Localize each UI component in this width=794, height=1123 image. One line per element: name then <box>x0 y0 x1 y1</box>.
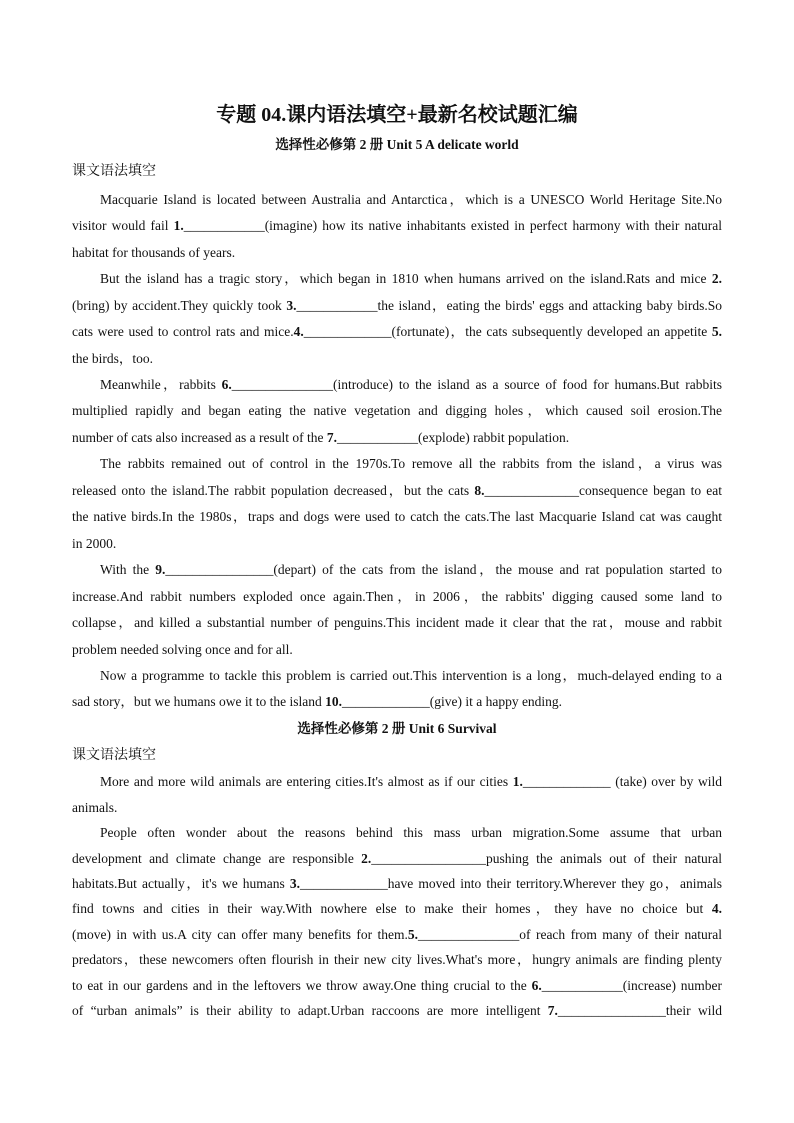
answer-blank: _____________ <box>303 324 392 340</box>
text-run: But the island has a tragic story，which began in 1810 when humans arrived on the island.Rats and mice <box>100 271 712 287</box>
unit-5-section <box>72 132 722 716</box>
text-run: of “urban animals” is their ability to adapt.Urban raccoons are more intelligent <box>72 1003 548 1019</box>
text-run: Macquarie Island is located between Australia and Antarctica，which is a UNESCO World Heritage Site.No <box>100 191 722 207</box>
text-run: problem needed solving once and for all. <box>72 641 293 657</box>
text-run: the island，eating the birds' eggs and attacking baby birds.So <box>377 297 722 313</box>
text-run: animals. <box>72 799 118 815</box>
text-line <box>72 319 722 345</box>
text-run: habitats.But actually，it's we humans <box>72 875 290 891</box>
text-line <box>72 240 722 266</box>
text-line <box>72 846 722 871</box>
paragraph <box>72 769 722 820</box>
section-label: 课文语法填空 <box>72 746 156 763</box>
text-line <box>72 504 722 530</box>
text-run: People often wonder about the reasons behind this mass urban migration.Some assume that urban <box>100 825 722 841</box>
section-heading: 选择性必修第 2 册 Unit 5 A delicate world <box>275 137 519 152</box>
text-run: (introduce) to the island as a source of food for humans.But rabbits <box>333 376 722 392</box>
text-run: multiplied rapidly and began eating the native vegetation and digging holes，which caused soil erosion.The <box>72 403 722 419</box>
text-run: consequence began to eat <box>578 482 722 498</box>
text-run: Meanwhile，rabbits <box>100 376 222 392</box>
text-run: sad story，but we humans owe it to the island <box>72 694 326 710</box>
text-line <box>72 451 722 477</box>
text-run: (bring) by accident.They quickly took <box>72 297 287 313</box>
text-run: pushing the animals out of their natural <box>486 850 722 866</box>
text-line <box>72 187 722 213</box>
text-line <box>72 557 722 583</box>
text-line <box>72 478 722 504</box>
paragraph <box>72 451 722 557</box>
text-run: collapse，and killed a substantial number of penguins.This incident made it clear that the rat，mouse and rabbit <box>72 615 722 631</box>
text-run: to eat in our gardens and in the leftovers we throw away.One thing crucial to the <box>72 977 532 993</box>
text-line <box>72 531 722 557</box>
text-line <box>72 398 722 424</box>
question-number: 10. <box>325 694 342 710</box>
text-run: in 2000. <box>72 535 117 551</box>
answer-blank: _____________ <box>300 875 388 891</box>
answer-blank: _________________ <box>371 850 487 866</box>
answer-blank: _______________ <box>231 376 334 392</box>
answer-blank: _____________ <box>341 694 430 710</box>
question-number: 5. <box>407 926 419 942</box>
question-number: 6. <box>531 977 542 993</box>
text-run: (explode) rabbit population. <box>418 429 570 445</box>
text-run: increase.And rabbit numbers exploded once again.Then，in 2006，the rabbits' digging caused some land to <box>72 588 722 604</box>
paragraph <box>72 557 722 663</box>
answer-blank: ________________ <box>165 562 274 578</box>
text-line <box>72 266 722 292</box>
text-run: development and climate change are responsible <box>72 850 362 866</box>
text-run: (move) in with us.A city can offer many benefits for them. <box>72 926 408 942</box>
text-run: Now a programme to tackle this problem is carried out.This intervention is a long，much-delayed ending to a <box>100 667 722 683</box>
page-title: 专题 04.课内语法填空+最新名校试题汇编 <box>216 104 578 126</box>
text-run: have moved into their territory.Wherever they go，animals <box>387 875 722 891</box>
text-run: (give) it a happy ending. <box>429 694 563 710</box>
text-line <box>72 213 722 239</box>
text-run: number of cats also increased as a result of the <box>72 429 327 445</box>
passage <box>72 769 722 1023</box>
text-line <box>72 998 722 1023</box>
answer-blank: ____________ <box>541 977 623 993</box>
answer-blank: _______________ <box>418 926 520 942</box>
text-line <box>72 346 722 372</box>
text-line <box>72 769 722 794</box>
text-run: the native birds.In the 1980s，traps and dogs were used to catch the cats.The last Macquarie Island cat was caught <box>72 509 722 525</box>
question-number: 3. <box>289 875 301 891</box>
text-run: of reach from many of their natural <box>519 926 722 942</box>
text-run: The rabbits remained out of control in the 1970s.To remove all the rabbits from the island，a virus was <box>100 456 722 472</box>
answer-blank: ________________ <box>557 1003 666 1019</box>
text-line <box>72 425 722 451</box>
question-number: 7. <box>326 429 338 445</box>
text-run: find towns and cities in their way.With nowhere else to make their homes，they have no choice but <box>72 901 712 917</box>
question-number: 5. <box>711 324 723 340</box>
answer-blank: ____________ <box>296 297 378 313</box>
question-number: 9. <box>155 562 166 578</box>
question-number: 4. <box>711 901 722 917</box>
paragraph <box>72 663 722 716</box>
text-line <box>72 947 722 972</box>
unit-6-section <box>72 716 722 1024</box>
text-run: visitor would fail <box>72 218 174 234</box>
text-line <box>72 372 722 398</box>
paragraph <box>72 372 722 451</box>
text-line <box>72 896 722 921</box>
text-line <box>72 871 722 896</box>
question-number: 7. <box>547 1003 558 1019</box>
text-line <box>72 637 722 663</box>
text-line <box>72 293 722 319</box>
text-line <box>72 820 722 845</box>
text-line <box>72 663 722 689</box>
question-number: 2. <box>361 850 372 866</box>
paragraph <box>72 187 722 266</box>
section-heading: 选择性必修第 2 册 Unit 6 Survival <box>297 720 497 736</box>
paragraph <box>72 820 722 1023</box>
text-line <box>72 973 722 998</box>
text-run: More and more wild animals are entering cities.It's almost as if our cities <box>100 774 513 790</box>
question-number: 8. <box>474 482 485 498</box>
text-line <box>72 610 722 636</box>
question-number: 2. <box>711 271 722 287</box>
text-run: (imagine) how its native inhabitants existed in perfect harmony with their natural <box>264 218 722 234</box>
text-run: (take) over by wild <box>610 774 722 790</box>
text-line <box>72 584 722 610</box>
text-run: (depart) of the cats from the island，the mouse and rat population started to <box>273 562 722 578</box>
text-run: cats were used to control rats and mice. <box>72 324 294 340</box>
text-run: predators，these newcomers often flourish in their new city lives.What's more，hungry animals are finding plenty <box>72 952 722 968</box>
question-number: 4. <box>293 324 304 340</box>
question-number: 1. <box>173 218 184 234</box>
text-run: the birds，too. <box>72 350 153 366</box>
text-run: habitat for thousands of years. <box>72 244 236 260</box>
paragraph <box>72 266 722 372</box>
text-line <box>72 922 722 947</box>
question-number: 3. <box>286 297 297 313</box>
text-line <box>72 689 722 715</box>
answer-blank: ____________ <box>183 218 265 234</box>
passage <box>72 187 722 716</box>
text-run: their wild <box>665 1003 722 1019</box>
answer-blank: _____________ <box>522 774 611 790</box>
question-number: 6. <box>221 376 232 392</box>
question-number: 1. <box>512 774 523 790</box>
answer-blank: ______________ <box>484 482 579 498</box>
text-run: released onto the island.The rabbit population decreased，but the cats <box>72 482 475 498</box>
text-run: (increase) number <box>622 977 722 993</box>
text-run: With the <box>100 562 156 578</box>
answer-blank: ____________ <box>337 429 419 445</box>
text-line <box>72 795 722 820</box>
text-run: (fortunate)，the cats subsequently developed an appetite <box>391 324 712 340</box>
section-label: 课文语法填空 <box>72 163 156 179</box>
